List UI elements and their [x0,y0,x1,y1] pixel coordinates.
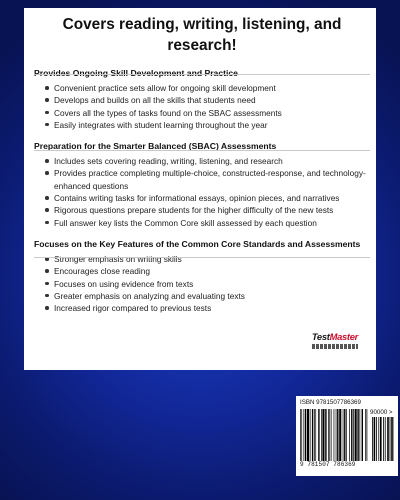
barcode-bar [343,409,344,461]
divider [34,150,370,151]
barcode-bar [372,417,373,461]
barcode-bar [334,409,335,461]
barcode-bar [351,409,352,461]
list-item: Develops and builds on all the skills that students need [45,94,370,106]
barcode-addon-bars [372,417,394,461]
barcode-bar [383,417,384,461]
barcode-bar [362,409,363,461]
barcode-bar [315,409,316,461]
barcode-bar [304,409,305,461]
barcode-bar [365,409,366,461]
logo-wordmark: TestMaster [311,331,358,342]
barcode-bar [336,409,337,461]
list-item: Increased rigor compared to previous tests [45,302,370,314]
list-item: Easily integrates with student learning throughout the year [45,119,370,131]
barcode-bar [387,417,389,461]
barcode-graphic [300,409,394,469]
barcode-bar [312,409,313,461]
list-item: Rigorous questions prepare students for the higher difficulty of the new tests [45,204,370,216]
list-item: Greater emphasis on analyzing and evaluating texts [45,290,370,302]
barcode-bar [376,417,377,461]
barcode-bar [367,409,368,461]
barcode-bar [349,409,350,461]
barcode-bar [353,409,354,461]
barcode-bar [300,409,301,461]
barcode-bar [314,409,315,461]
isbn-barcode [296,396,398,476]
logo-stripe [312,344,358,349]
bullet-list [34,253,370,314]
barcode-bar [374,417,376,461]
list-item: Covers all the types of tasks found on the SBAC assessments [45,107,370,119]
divider [34,257,370,258]
barcode-bar [318,409,319,461]
isbn-label: ISBN 9781507786369 [300,399,361,406]
barcode-bar [355,409,357,461]
publisher-logo [302,332,358,352]
barcode-bar [357,409,358,461]
list-item: Full answer key lists the Common Core skill assessed by each question [45,217,370,229]
barcode-bar [344,409,345,461]
section-sbac-preparation [34,141,370,229]
barcode-bar [385,417,386,461]
list-item: Includes sets covering reading, writing, listening, and research [45,155,370,167]
list-item: Encourages close reading [45,265,370,277]
barcode-bar [322,409,324,461]
barcode-bar [329,409,330,461]
list-item: Stronger emphasis on writing skills [45,253,370,265]
barcode-bar [390,417,391,461]
list-item: Provides practice completing multiple-choice, constructed-response, and technology-enhanced questions [45,167,370,192]
barcode-bar [391,417,393,461]
section-heading: Provides Ongoing Skill Development and Practice [34,68,238,78]
bullet-list [34,82,370,131]
barcode-bar [378,417,379,461]
description-panel [24,8,376,370]
section-common-core [34,239,370,314]
barcode-bar [328,409,329,461]
barcode-bar [321,409,322,461]
divider [34,74,370,75]
barcode-bar [380,417,382,461]
section-skill-development [34,68,370,131]
headline: Covers reading, writing, listening, and research! [62,16,342,54]
barcode-bar [346,409,347,461]
barcode-digits: 9 781507 786369 [300,461,356,468]
barcode-bars [300,409,368,461]
barcode-bar [339,409,341,461]
barcode-addon-digits: 90000 > [370,409,393,416]
barcode-bar [310,409,311,461]
barcode-bar [301,409,302,461]
list-item: Convenient practice sets allow for ongoing skill development [45,82,370,94]
barcode-bar [360,409,361,461]
barcode-bar [331,409,332,461]
section-heading: Focuses on the Key Features of the Common Core Standards and Assessments [34,238,361,249]
barcode-bar [305,409,306,461]
bullet-list [34,155,370,229]
section-heading: Preparation for the Smarter Balanced (SBAC) Assessments [34,141,277,152]
list-item: Focuses on using evidence from texts [45,278,370,290]
barcode-bar [337,409,338,461]
barcode-bar [307,409,309,461]
barcode-bar [325,409,326,461]
list-item: Contains writing tasks for informational essays, opinion pieces, and narratives [45,192,370,204]
